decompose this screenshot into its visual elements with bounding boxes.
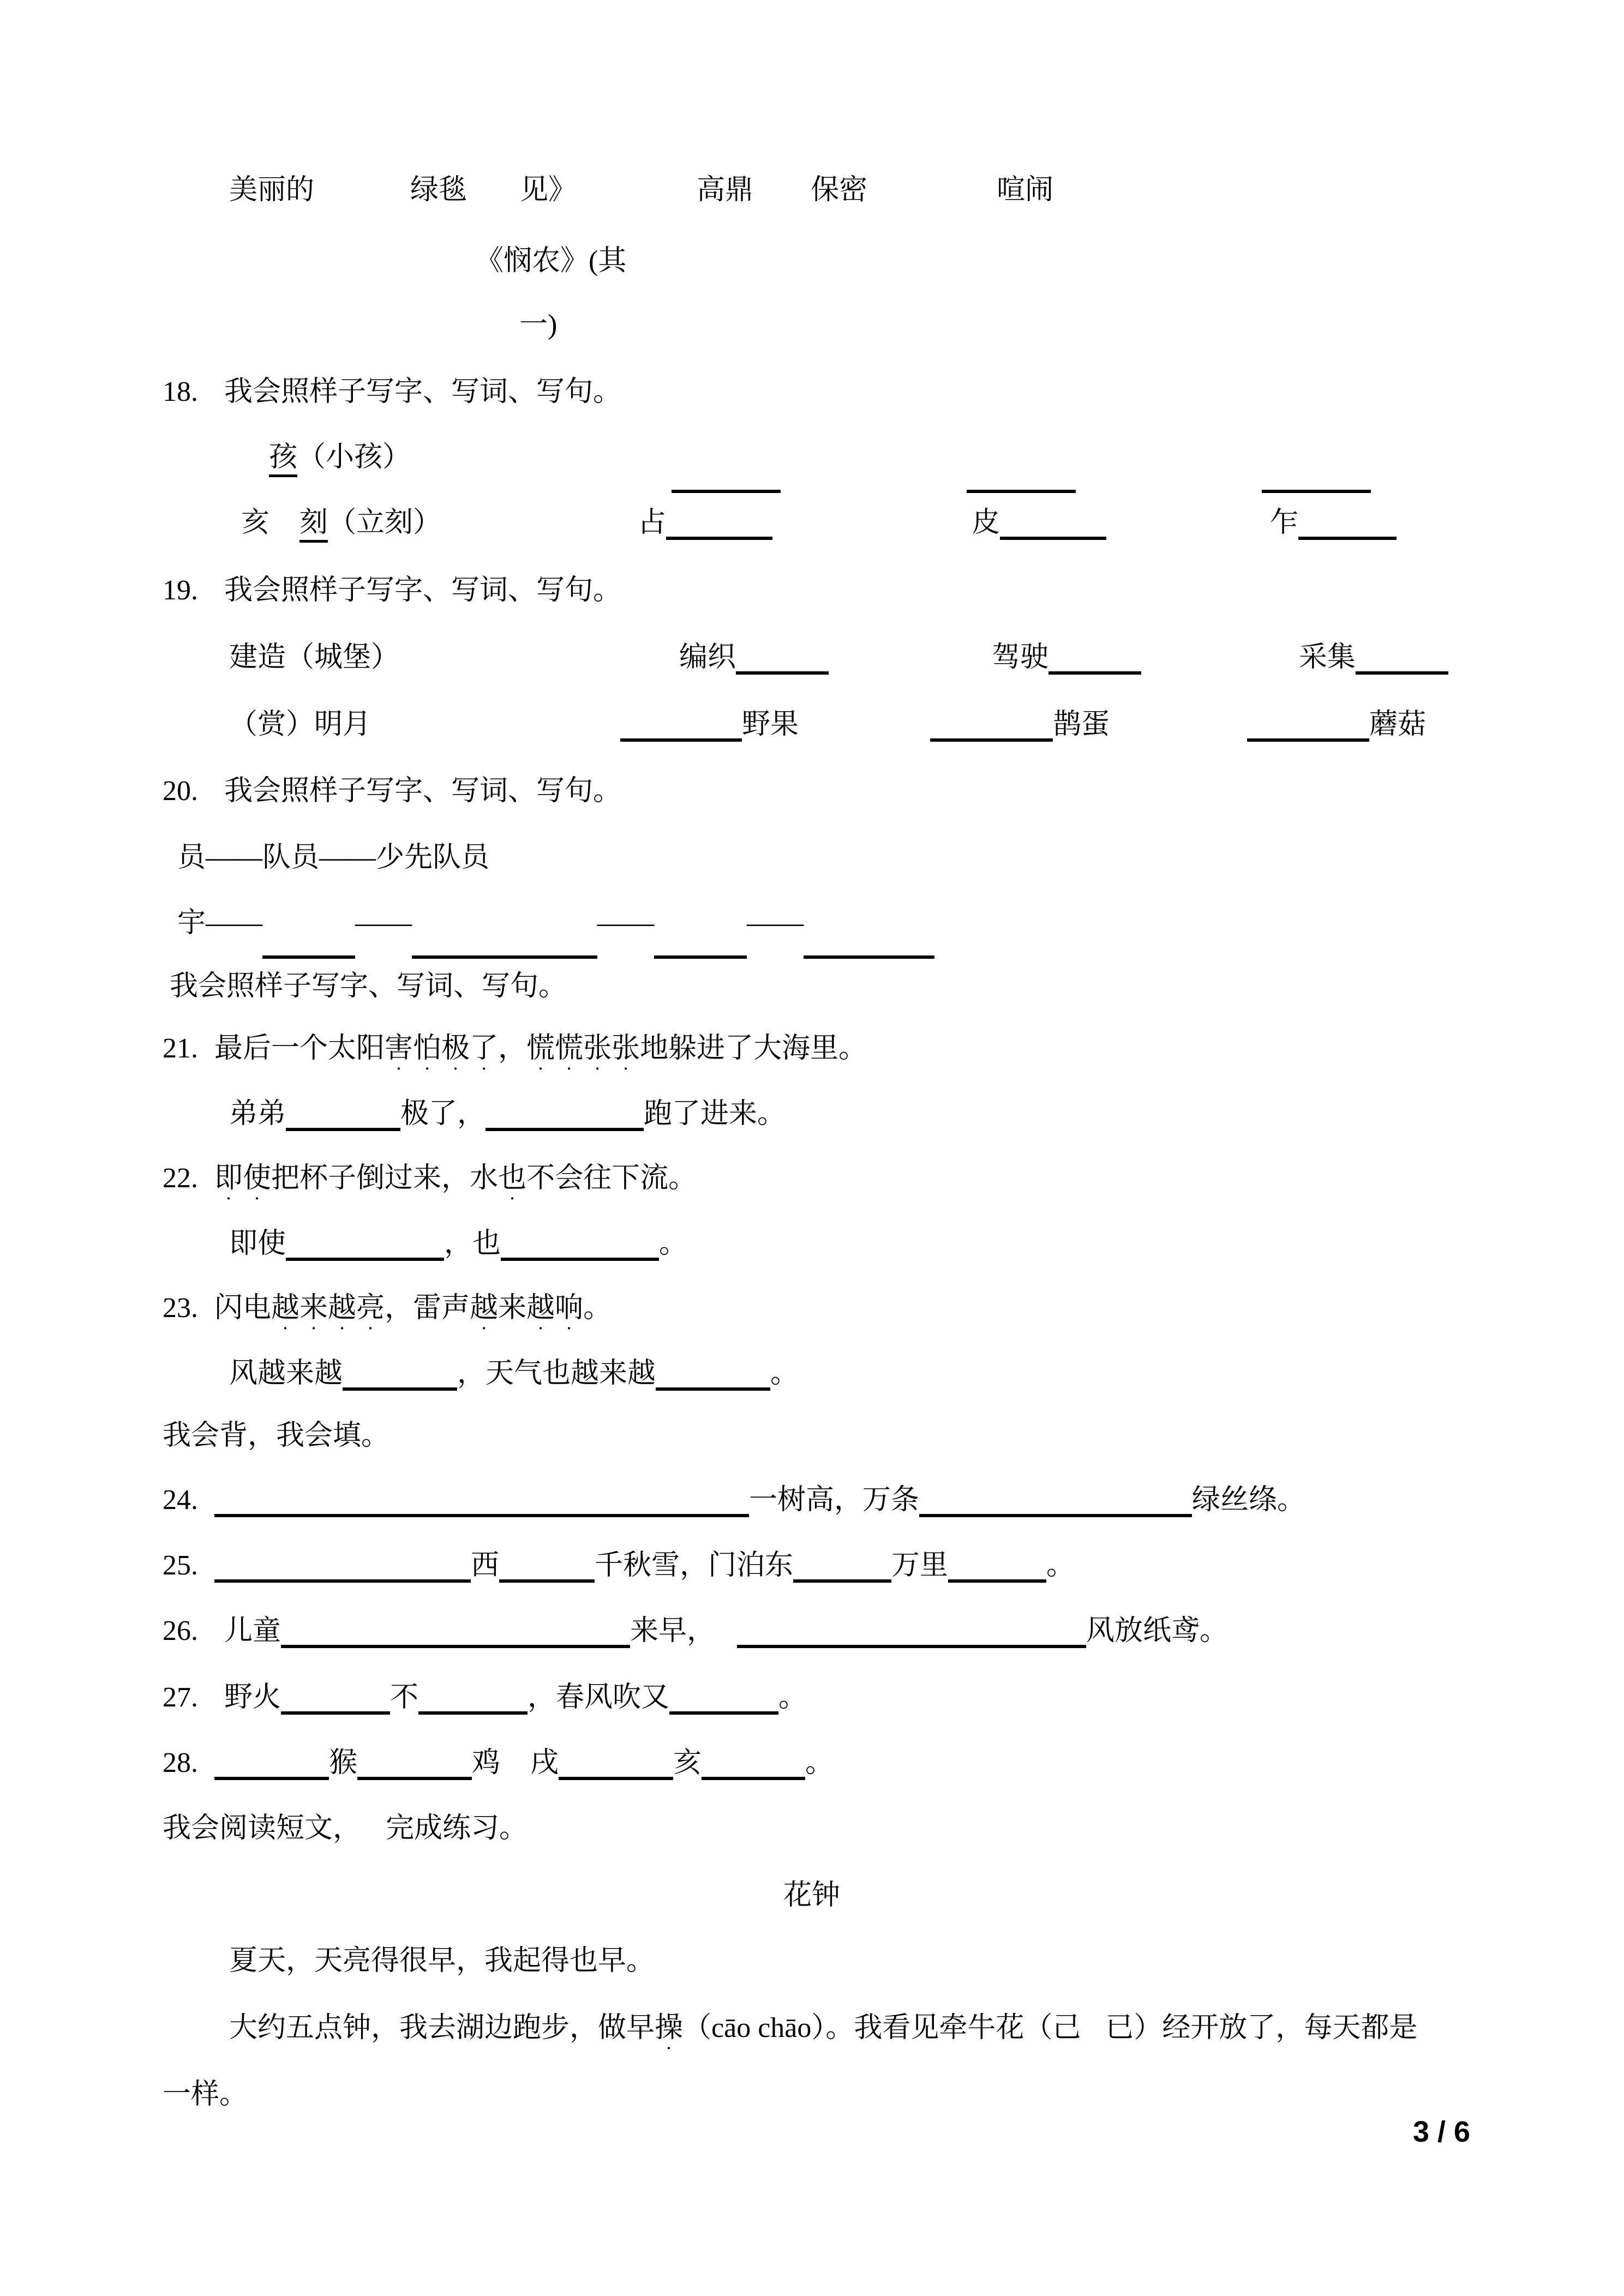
emphasized-char: 张 [583, 1033, 612, 1064]
spacer [198, 400, 224, 401]
answer-blank [1298, 512, 1397, 539]
text-run: 闪电 [214, 1293, 272, 1324]
answer-blank [486, 1103, 644, 1131]
spacer [1106, 531, 1270, 532]
text-run: 。 [659, 1228, 688, 1259]
text-run: 野果 [742, 709, 799, 740]
reading-para-2 [229, 2011, 1417, 2045]
emphasized-text [526, 1033, 640, 1064]
spacer [198, 1573, 214, 1574]
emphasized-char: 响 [555, 1293, 584, 1324]
text-run: 见》 [520, 175, 577, 206]
emphasized-char: 越 [328, 1293, 357, 1324]
spacer [1141, 665, 1299, 666]
answer-blank [343, 1363, 457, 1390]
spacer [314, 198, 410, 199]
text-run: 23. [163, 1293, 198, 1324]
spacer [198, 1508, 214, 1509]
answer-blank [281, 1687, 390, 1714]
emphasized-char: 越 [271, 1293, 300, 1324]
spacer [198, 1056, 214, 1057]
text-run: 25. [163, 1550, 198, 1581]
emphasized-char: 也 [498, 1163, 527, 1194]
spacer [198, 1316, 214, 1317]
spacer [198, 598, 224, 599]
answer-blank [214, 1752, 329, 1780]
answer-blank [357, 1752, 472, 1780]
answer-blank [1247, 714, 1369, 741]
spacer [1076, 465, 1262, 466]
reading-title [783, 1879, 840, 1913]
q19-row-1 [229, 641, 1448, 675]
question-27 [163, 1681, 807, 1715]
spacer [198, 1186, 214, 1187]
spacer [198, 1705, 224, 1706]
text-run: （赏）明月 [229, 709, 371, 740]
q18-answer-row [241, 506, 1397, 540]
answer-blank [214, 1555, 471, 1582]
text-run: 保密 [811, 175, 868, 206]
text-run: 18. [163, 376, 198, 407]
emphasized-text [498, 1163, 526, 1194]
emphasized-text [385, 1033, 498, 1064]
question-28 [163, 1746, 834, 1780]
spacer [781, 465, 967, 466]
answer-blank [672, 466, 781, 493]
text-run: 花钟 [783, 1880, 841, 1911]
answer-blank [948, 1555, 1046, 1582]
emphasized-text [470, 1293, 498, 1324]
emphasized-text [655, 2012, 683, 2043]
emphasized-char: 慌 [526, 1033, 555, 1064]
text-run: 最后一个太阳 [214, 1033, 385, 1064]
question-20 [163, 774, 621, 808]
text-run: 员——队员——少先队员 [177, 842, 490, 873]
text-run: 西 [471, 1550, 500, 1581]
question-21 [163, 1032, 867, 1066]
text-run: 即使 [229, 1228, 286, 1259]
text-run: 极了， [400, 1098, 486, 1129]
answer-blank [654, 931, 747, 959]
text-run: 驾驶 [992, 642, 1049, 673]
spacer [829, 665, 992, 666]
answer-blank [262, 931, 355, 959]
text-run: 我会阅读短文， [163, 1813, 362, 1844]
text-run: 绿丝绦。 [1192, 1484, 1306, 1516]
text-run: 猴 [329, 1747, 358, 1778]
emphasized-char: 张 [612, 1033, 640, 1064]
text-run: 不 [390, 1682, 419, 1713]
text-run: 已）经开放了，每天都是 [1105, 2012, 1418, 2043]
emphasized-char: 操 [655, 2012, 684, 2043]
question-25 [163, 1549, 1075, 1583]
text-run: 24. [163, 1484, 198, 1516]
answer-blank [412, 931, 597, 959]
text-run: 弟弟 [229, 1098, 286, 1129]
text-run: 野火 [224, 1682, 281, 1713]
text-run: ，春风吹又 [528, 1682, 670, 1713]
answer-blank [286, 1233, 444, 1260]
text-run: 我会照样子写字、写词、写句。 [170, 971, 567, 1002]
q20-answer-row [177, 906, 934, 959]
spacer [867, 198, 997, 199]
text-run: 。 [805, 1747, 834, 1778]
text-run: 我会背，我会填。 [163, 1420, 390, 1451]
text-run: （cāo chāo）。我看见牵牛花（己 [683, 2012, 1081, 2043]
poem-title-line2 [519, 308, 557, 342]
text-run: 不会往下流。 [526, 1163, 697, 1194]
spacer [399, 665, 679, 666]
question-19 [163, 574, 621, 608]
text-run: 鸡 [472, 1747, 501, 1778]
text-run: —— [355, 907, 412, 939]
text-run: 19. [163, 575, 198, 606]
emphasized-char: 慌 [555, 1033, 584, 1064]
answer-blank [1262, 466, 1371, 493]
emphasized-text [214, 1163, 271, 1194]
answer-blank [214, 1489, 749, 1517]
answer-blank [669, 1687, 778, 1714]
text-run: 千秋雪，门泊东 [595, 1550, 794, 1581]
answer-blank [919, 1489, 1192, 1517]
spacer [198, 799, 224, 800]
instruction-reading [163, 1812, 528, 1846]
text-run: 一) [519, 309, 558, 340]
q23-answer-row [229, 1357, 799, 1391]
emphasized-char: 越 [526, 1293, 555, 1324]
text-run: 地躲进了大海里。 [640, 1033, 867, 1064]
text-run: 夏天，天亮得很早，我起得也早。 [229, 1945, 655, 1976]
text-run: 来早， [630, 1615, 716, 1646]
emphasized-char: 了 [470, 1033, 499, 1064]
word-bank-row [229, 173, 1053, 207]
emphasized-char: 越 [470, 1293, 499, 1324]
spacer [500, 1771, 530, 1772]
emphasized-text [526, 1293, 583, 1324]
text-run: ，雷声 [385, 1293, 470, 1324]
question-23 [163, 1291, 612, 1325]
text-run: 我会照样子写字、写词、写句。 [224, 776, 622, 807]
answer-blank [656, 1363, 770, 1390]
text-run: 。 [770, 1358, 799, 1389]
text-run: 跑了进来。 [644, 1098, 786, 1129]
instruction-recite [163, 1419, 389, 1453]
text-run: 美丽的 [229, 175, 315, 206]
text-run: 28. [163, 1747, 198, 1778]
text-run: ，天气也越来越 [457, 1358, 656, 1389]
answer-blank [499, 1555, 595, 1582]
text-run: 一样。 [163, 2079, 248, 2110]
spacer [577, 198, 697, 199]
answer-blank [501, 1233, 659, 1260]
page-number: 3 / 6 [1413, 2115, 1471, 2148]
answer-blank [736, 647, 829, 674]
text-run: 绿毯 [410, 175, 468, 206]
answer-blank [418, 1687, 528, 1714]
spacer [198, 1639, 224, 1640]
reading-para-1 [229, 1944, 655, 1978]
text-run: 风放纸鸢。 [1086, 1615, 1229, 1646]
text-run: ，也 [444, 1228, 501, 1259]
q20-example-row [177, 841, 489, 875]
answer-blank [1356, 647, 1448, 674]
text-run: 占 [638, 507, 667, 538]
text-run: 大约五点钟，我去湖边跑步，做早 [229, 2012, 655, 2043]
text-run: 皮 [972, 507, 1000, 538]
spacer [467, 198, 520, 199]
text-run: 编织 [679, 642, 736, 673]
emphasized-char: 害 [385, 1033, 414, 1064]
answer-blank [620, 714, 742, 741]
q19-row-2 [229, 708, 1426, 742]
text-run: 风越来越 [229, 1358, 343, 1389]
emphasized-char: 即 [214, 1163, 243, 1194]
text-run: 亥 [673, 1747, 702, 1778]
spacer [441, 531, 638, 532]
answer-blank [1000, 512, 1106, 539]
text-run: 蘑菇 [1369, 709, 1427, 740]
question-22 [163, 1162, 697, 1195]
text-run: 来 [498, 1293, 527, 1324]
text-run: （小孩） [297, 442, 411, 473]
answer-blank [967, 466, 1076, 493]
underlined-char: 孩 [269, 442, 297, 477]
emphasized-char: 来 [299, 1293, 328, 1324]
text-run: 。 [1046, 1550, 1075, 1581]
text-run: 。 [778, 1682, 807, 1713]
underlined-char: 刻 [299, 507, 328, 543]
text-run: 把杯子倒过来，水 [271, 1163, 499, 1194]
text-run: 完成练习。 [386, 1813, 528, 1844]
spacer [411, 465, 672, 466]
text-run: 27. [163, 1682, 198, 1713]
text-run: 20. [163, 776, 198, 807]
instruction-copy [170, 970, 567, 1003]
q22-answer-row [229, 1227, 687, 1261]
question-18 [163, 375, 621, 409]
text-run: 26. [163, 1615, 198, 1646]
text-run: 亥 [241, 507, 270, 538]
spacer [1081, 2036, 1105, 2037]
question-24 [163, 1483, 1305, 1517]
reading-para-2-cont [163, 2078, 248, 2112]
text-run: （立刻） [328, 507, 442, 538]
text-run: 我会照样子写字、写词、写句。 [224, 376, 622, 407]
spacer [1110, 732, 1247, 734]
answer-blank [930, 714, 1053, 741]
emphasized-char: 怕 [413, 1033, 442, 1064]
text-run: 乍 [1270, 507, 1299, 538]
answer-blank [804, 931, 934, 959]
text-run: ， [498, 1033, 527, 1064]
text-run: 。 [583, 1293, 612, 1324]
spacer [715, 1639, 737, 1640]
text-run: 儿童 [224, 1615, 281, 1646]
text-run: 宇—— [177, 907, 263, 939]
text-run: —— [597, 907, 655, 939]
emphasized-char: 亮 [356, 1293, 385, 1324]
text-run: 戌 [530, 1747, 559, 1778]
spacer [799, 732, 930, 734]
text-run: 鹊蛋 [1053, 709, 1110, 740]
q18-example-row [269, 441, 1371, 493]
text-run: 喧闹 [997, 175, 1054, 206]
answer-blank [793, 1555, 891, 1582]
answer-blank [286, 1103, 400, 1131]
answer-blank [702, 1752, 805, 1780]
text-run: 高鼎 [697, 175, 754, 206]
emphasized-char: 极 [441, 1033, 470, 1064]
spacer [371, 732, 620, 734]
answer-blank [1048, 647, 1141, 674]
text-run: —— [747, 907, 804, 939]
text-run: 22. [163, 1163, 198, 1194]
text-run: 万里 [891, 1550, 949, 1581]
text-run: 建造（城堡） [229, 642, 400, 673]
text-run: 21. [163, 1033, 198, 1064]
question-26 [163, 1614, 1228, 1648]
emphasized-char: 使 [243, 1163, 272, 1194]
emphasized-text [271, 1293, 385, 1324]
text-run: 采集 [1299, 642, 1356, 673]
spacer [772, 531, 972, 532]
answer-blank [737, 1620, 1086, 1648]
spacer [361, 1836, 386, 1837]
answer-blank [281, 1620, 630, 1648]
poem-title-line1 [475, 244, 626, 278]
spacer [198, 1771, 214, 1772]
answer-blank [666, 512, 772, 539]
spacer [269, 531, 299, 532]
text-run: 一树高，万条 [749, 1484, 920, 1516]
text-run: 《悯农》(其 [475, 245, 627, 277]
spacer [753, 198, 811, 199]
answer-blank [559, 1752, 673, 1780]
q21-answer-row [229, 1097, 786, 1131]
text-run: 我会照样子写字、写词、写句。 [224, 575, 622, 606]
